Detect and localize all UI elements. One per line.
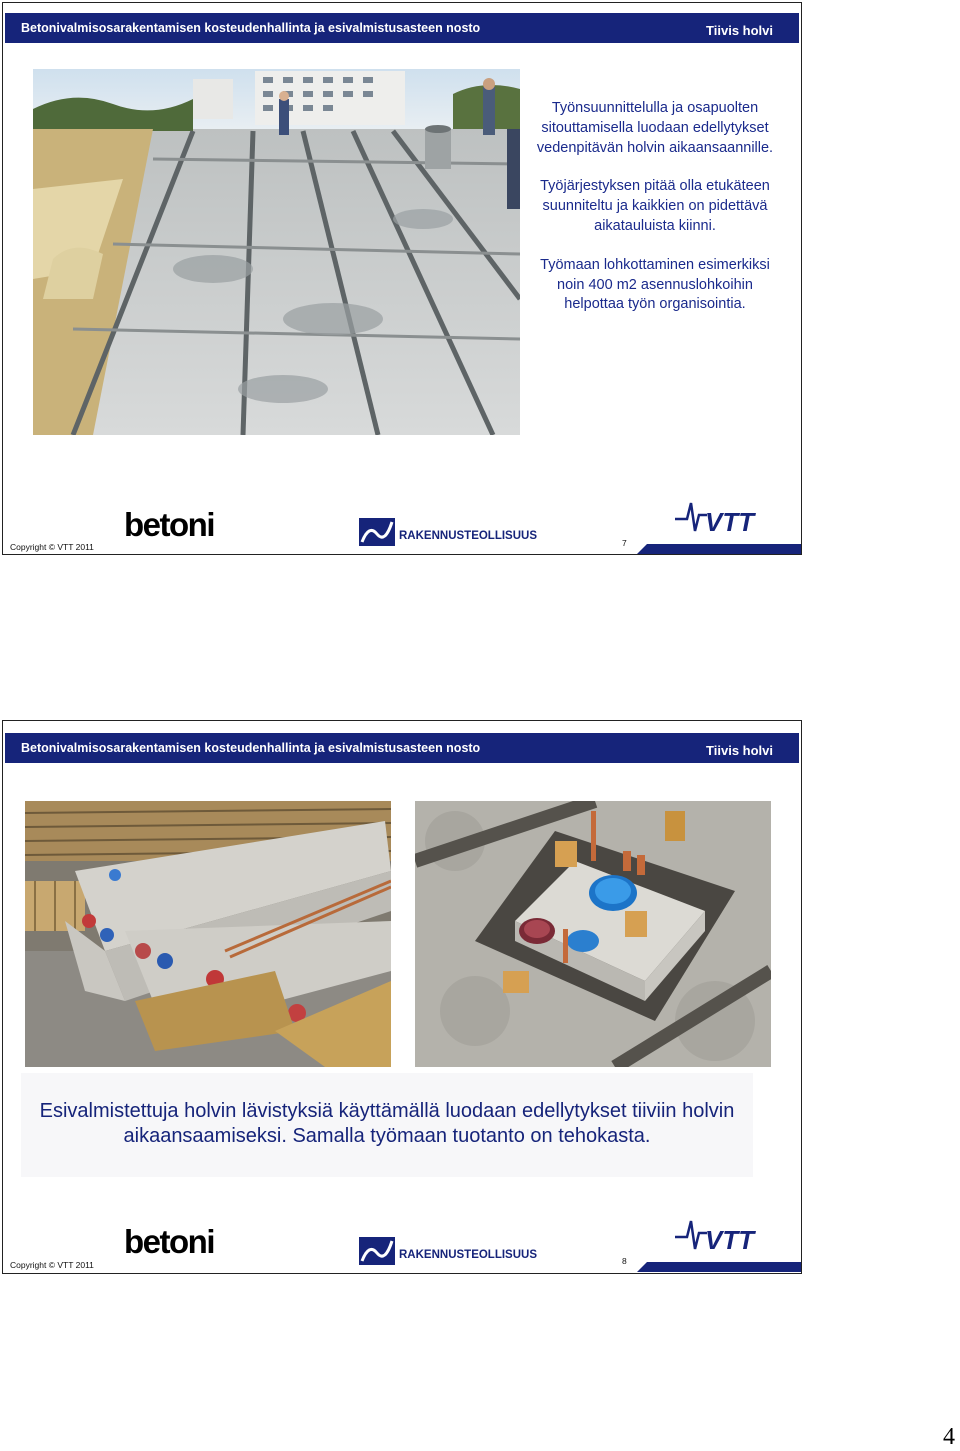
paragraph-schedule: Työjärjestyksen pitää olla etukäteen suunniteltu ja kaikkien on pidettävä aikatauluista kiinni. [540, 178, 770, 234]
beton-logo: betoni [124, 1223, 214, 1260]
vtt-logo-text: VTT [705, 1225, 755, 1255]
slide-header-tag: Tiivis holvi [706, 743, 773, 758]
slide-number: 8 [622, 1256, 627, 1266]
slide-text [531, 99, 779, 334]
beton-logo: betoni [124, 506, 214, 543]
vtt-logo-text: VTT [705, 507, 755, 537]
slab-penetration-photo [415, 801, 771, 1067]
slide-7 [2, 2, 802, 555]
slide-caption: Esivalmistettuja holvin lävistyksiä käyttämällä luodaan edellytykset tiiviin holvin aikaansaamiseksi. Samalla työmaan tuotanto on tehokasta. [21, 1073, 753, 1177]
copyright: Copyright © VTT 2011 [10, 542, 94, 552]
construction-site-photo [33, 69, 520, 435]
paragraph-blocks: Työmaan lohkottaminen esimerkiksi noin 400 m2 asennuslohkoihin helpottaa työn organisointia. [540, 256, 770, 313]
copyright: Copyright © VTT 2011 [10, 1260, 94, 1270]
slide-8 [2, 720, 802, 1274]
slide-header-title: Betonivalmisosarakentamisen kosteudenhallinta ja esivalmistusasteen nosto [21, 21, 481, 35]
rakennusteollisuus-logo-text: RAKENNUSTEOLLISUUS [399, 530, 538, 542]
slide-number: 7 [622, 538, 627, 548]
paragraph-planning: Työnsuunnittelulla ja osapuolten sitouttamisella luodaan edellytykset vedenpitävän holvin aikaansaannille. [536, 100, 774, 156]
slide-header [5, 733, 799, 763]
slide-header-title: Betonivalmisosarakentamisen kosteudenhallinta ja esivalmistusasteen nosto [21, 741, 481, 755]
footer-bar [637, 1262, 801, 1272]
vtt-logo [673, 497, 773, 542]
footer-bar [637, 544, 801, 554]
rakennusteollisuus-logo-text: RAKENNUSTEOLLISUUS [399, 1249, 538, 1261]
slide-header-tag: Tiivis holvi [706, 23, 773, 38]
slide-header [5, 13, 799, 43]
precast-slabs-photo [25, 801, 391, 1067]
vtt-logo [673, 1215, 773, 1260]
rakennusteollisuus-logo [359, 516, 545, 553]
rakennusteollisuus-logo [359, 1235, 545, 1272]
document-page-number: 4 [943, 1424, 955, 1450]
